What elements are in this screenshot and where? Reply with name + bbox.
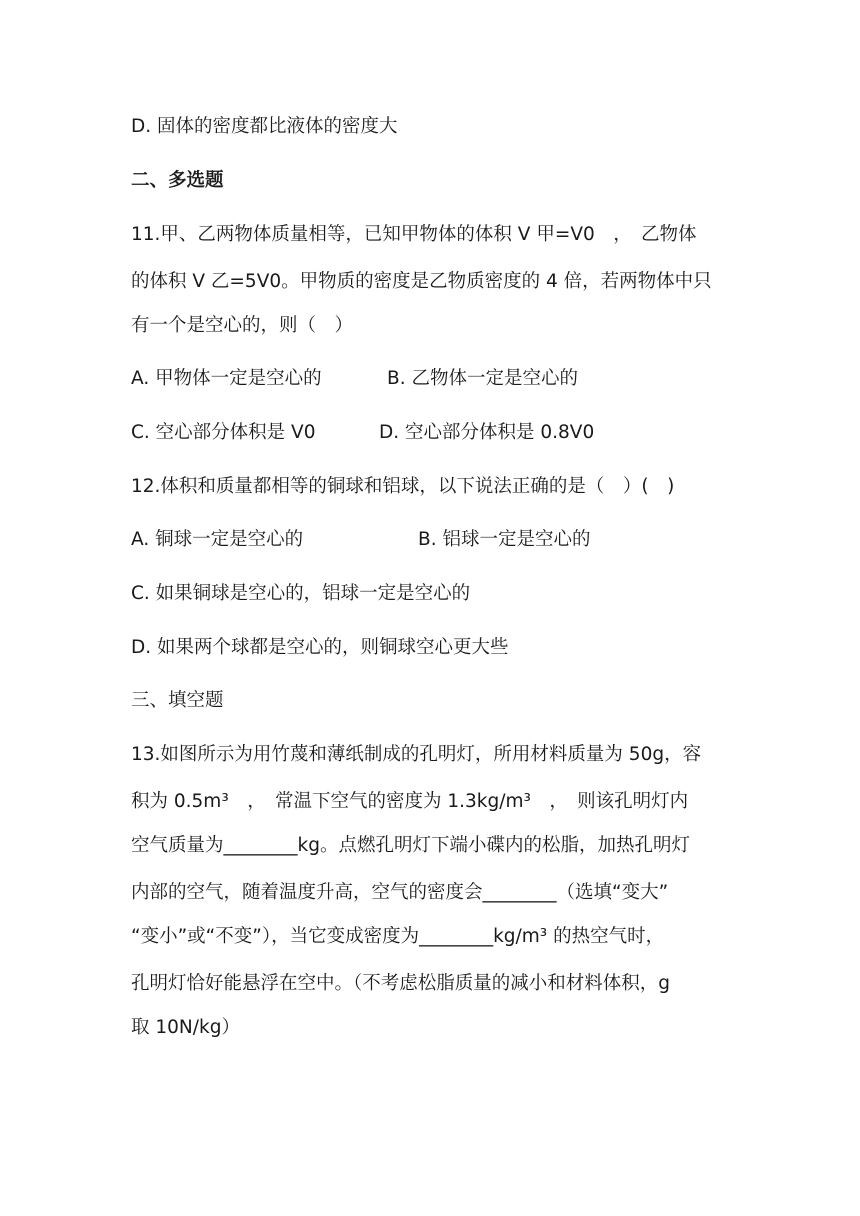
q13-line4: 内部的空气，随着温度升高，空气的密度会________（选填“变大”: [131, 882, 669, 903]
section-multiple-choice-title: 二、多选题: [131, 170, 224, 191]
q11-option-b: B. 乙物体一定是空心的: [387, 368, 578, 389]
q12-option-b: B. 铝球一定是空心的: [418, 529, 591, 550]
q11-stem-line3: 有一个是空心的，则（ ）: [131, 315, 354, 336]
q11-option-d: D. 空心部分体积是 0.8V0: [379, 422, 595, 443]
q11-option-c: C. 空心部分体积是 V0: [131, 422, 316, 443]
q12-option-d: D. 如果两个球都是空心的，则铜球空心更大些: [131, 637, 509, 658]
q13-line7: 取 10N/kg）: [131, 1017, 240, 1038]
q12-option-c: C. 如果铜球是空心的，铝球一定是空心的: [131, 583, 471, 604]
q11-stem-line1: 11.甲、乙两物体质量相等，已知甲物体的体积 V 甲=V0 ， 乙物体: [131, 224, 697, 245]
q12-stem: 12.体积和质量都相等的铜球和铝球，以下说法正确的是（ ）( ): [131, 476, 675, 497]
q13-line5: “变小”或“不变”），当它变成密度为________kg/m³ 的热空气时，: [131, 926, 665, 947]
q12-options-row1: [131, 527, 731, 553]
q11-options-row1: [131, 366, 731, 392]
q13-line3: 空气质量为________kg。点燃孔明灯下端小碟内的松脂，加热孔明灯: [131, 835, 690, 856]
q13-line1: 13.如图所示为用竹蔑和薄纸制成的孔明灯，所用材料质量为 50g，容: [131, 744, 702, 765]
q11-option-a: A. 甲物体一定是空心的: [131, 368, 322, 389]
q12-option-a: A. 铜球一定是空心的: [131, 529, 304, 550]
q13-line2: 积为 0.5m³ ， 常温下空气的密度为 1.3kg/m³ ， 则该孔明灯内: [131, 791, 689, 812]
q11-stem-line2: 的体积 V 乙=5V0。甲物质的密度是乙物质密度的 4 倍，若两物体中只: [131, 271, 712, 292]
q11-options-row2: [131, 420, 731, 446]
q13-line6: 孔明灯恰好能悬浮在空中。（不考虑松脂质量的减小和材料体积，g: [131, 973, 670, 994]
section-fill-blank-title: 三、填空题: [131, 690, 224, 711]
q10-option-d: D. 固体的密度都比液体的密度大: [131, 116, 398, 137]
